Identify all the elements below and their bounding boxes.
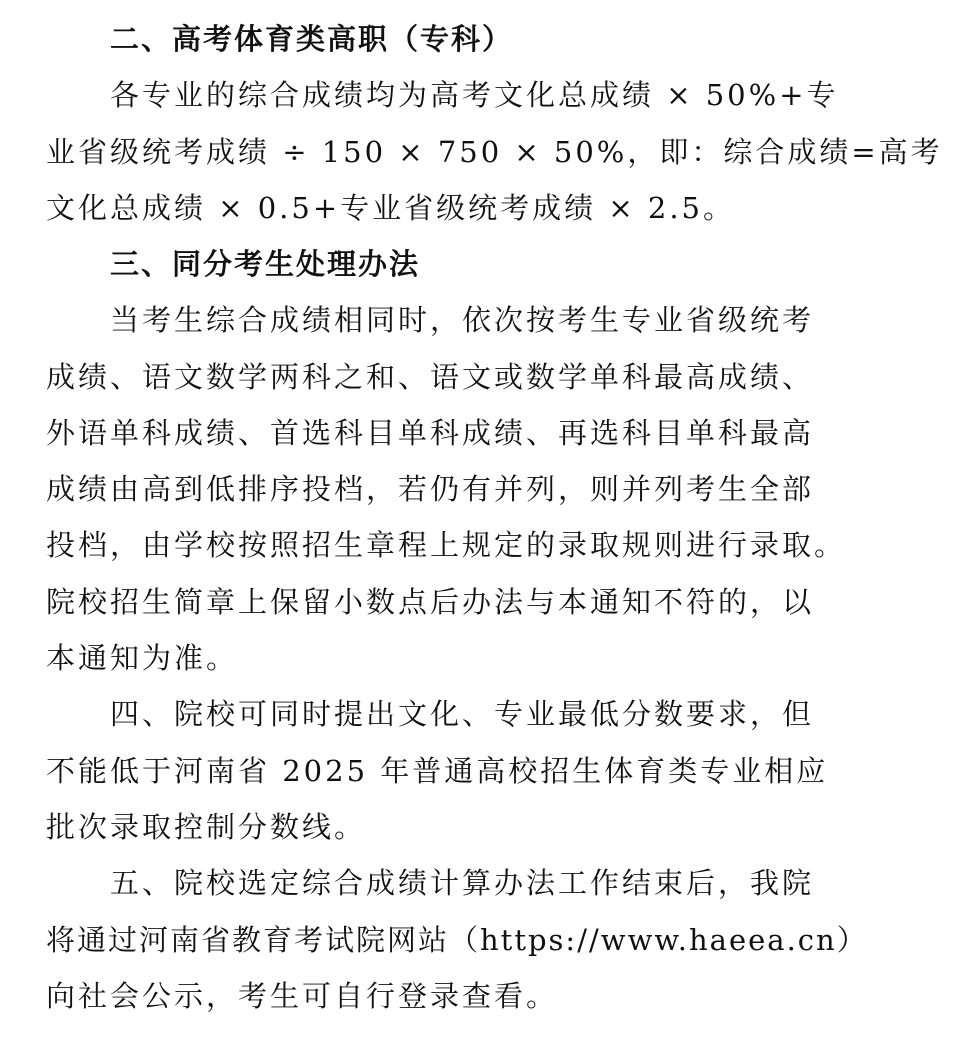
section-3-line-5: 投档，由学校按照招生章程上规定的录取规则进行录取。 [46,528,847,562]
section-3-line-2: 成绩、语文数学两科之和、语文或数学单科最高成绩、 [46,360,815,394]
section-3-line-6: 院校招生简章上保留小数点后办法与本通知不符的，以 [46,585,815,619]
section-4-line-3: 批次录取控制分数线。 [46,810,367,844]
section-3-line-4: 成绩由高到低排序投档，若仍有并列，则并列考生全部 [46,472,815,506]
section-3-line-7: 本通知为准。 [46,641,239,675]
section-2-line-3: 文化总成绩 × 0.5+专业省级统考成绩 × 2.5。 [46,191,736,225]
section-2-heading: 二、高考体育类高职（专科） [110,22,514,56]
section-2-line-1: 各专业的综合成绩均为高考文化总成绩 × 50%+专 [110,78,839,112]
section-5-line-3: 向社会公示，考生可自行登录查看。 [46,979,559,1013]
section-3-heading: 三、同分考生处理办法 [110,247,421,281]
section-3-line-3: 外语单科成绩、首选科目单科成绩、再选科目单科最高 [46,416,815,450]
section-5-line-2: 将通过河南省教育考试院网站（https://www.haeea.cn） [46,923,868,957]
section-3-line-1: 当考生综合成绩相同时，依次按考生专业省级统考 [110,303,815,337]
section-2-line-2: 业省级统考成绩 ÷ 150 × 750 × 50%，即：综合成绩=高考 [46,135,943,169]
section-4-line-2: 不能低于河南省 2025 年普通高校招生体育类专业相应 [46,754,829,788]
section-5-line-1: 五、院校选定综合成绩计算办法工作结束后，我院 [110,866,815,900]
section-4-line-1: 四、院校可同时提出文化、专业最低分数要求，但 [110,697,815,731]
